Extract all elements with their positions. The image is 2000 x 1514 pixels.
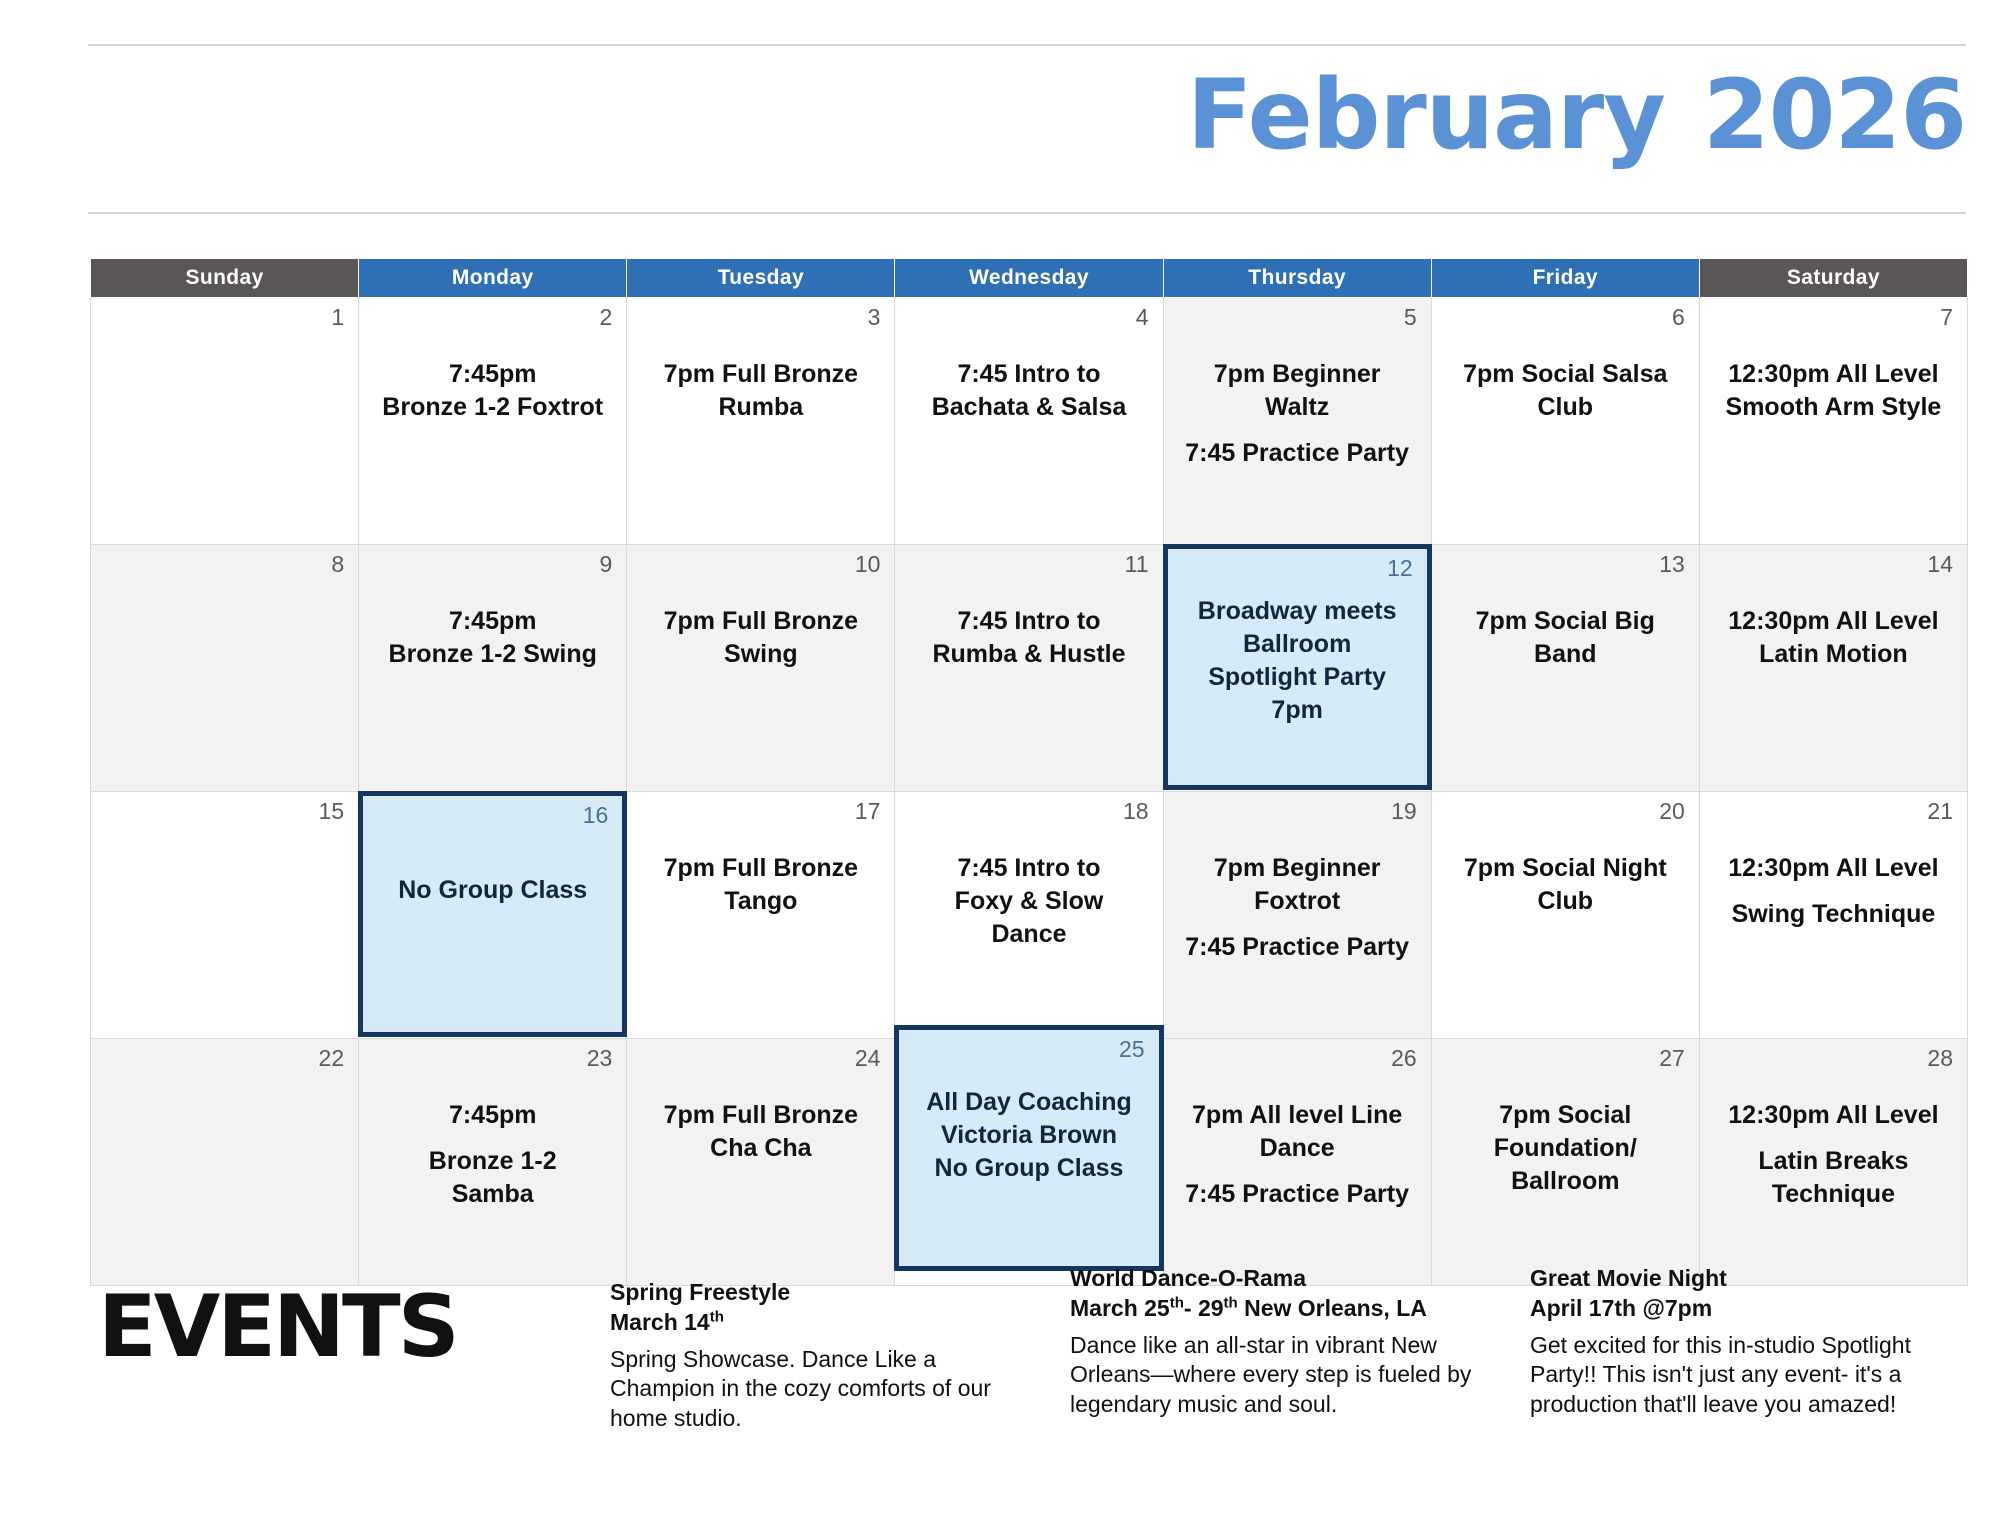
- event-line: 7:45pm: [448, 607, 537, 635]
- event-line: Broadway meets: [1197, 597, 1397, 625]
- calendar-day-12: [1163, 545, 1431, 792]
- event-description: Dance like an all-star in vibrant New Orleans—where every step is fueled by legendary music and soul.: [1070, 1331, 1472, 1417]
- calendar-day-11: [895, 545, 1163, 792]
- event-line: 7pm All level Line: [1192, 1101, 1403, 1129]
- day-cell-inner: [1700, 545, 1967, 791]
- event-line: 7pm Full Bronze: [663, 854, 859, 882]
- day-number: 3: [867, 304, 881, 330]
- day-events: [1714, 1099, 1953, 1211]
- calendar-day-3: [627, 298, 895, 545]
- calendar-day-26: [1163, 1039, 1431, 1286]
- title-divider: [88, 212, 1966, 214]
- calendar-day-17: [627, 792, 895, 1039]
- event-line: Club: [1537, 887, 1594, 915]
- day-number: 4: [1135, 304, 1149, 330]
- day-cell-inner: [895, 792, 1162, 1038]
- event-line: Bronze 1-2: [428, 1147, 557, 1175]
- event-spacer: [1182, 1165, 1413, 1178]
- day-cell-inner: [1700, 1039, 1967, 1285]
- day-cell-inner: [1164, 792, 1431, 1038]
- day-cell-inner: [895, 298, 1162, 544]
- day-cell-inner: [1432, 545, 1699, 791]
- day-events: [1178, 1099, 1417, 1211]
- day-cell-inner: [359, 1039, 626, 1285]
- day-cell-inner: [627, 298, 894, 544]
- event-title: Great Movie Night: [1530, 1265, 1727, 1291]
- day-cell-inner: [359, 298, 626, 544]
- day-number: 19: [1391, 798, 1417, 824]
- calendar-day-8: [91, 545, 359, 792]
- day-events: [377, 874, 608, 907]
- day-events: [1182, 595, 1413, 727]
- calendar-day-19: [1163, 792, 1431, 1039]
- day-number: 11: [1124, 551, 1149, 577]
- calendar-day-25: [895, 1036, 1163, 1286]
- event-line: 7pm Full Bronze: [663, 1101, 859, 1129]
- event-item-spring-freestyle: [610, 1277, 1040, 1433]
- day-cell-inner: [894, 1025, 1163, 1271]
- day-events: [1178, 358, 1417, 470]
- day-cell-inner: [358, 791, 627, 1037]
- event-line: 7:45 Intro to: [957, 607, 1101, 635]
- calendar-day-14: [1699, 545, 1967, 792]
- event-line: Technique: [1771, 1180, 1895, 1208]
- day-events: [1178, 852, 1417, 964]
- day-number: 1: [331, 304, 345, 330]
- calendar-day-7: [1699, 298, 1967, 545]
- event-line: 12:30pm All Level: [1728, 854, 1939, 882]
- event-line: Bronze 1-2 Swing: [388, 640, 597, 668]
- event-description: Get excited for this in-studio Spotlight Party!! This isn't just any event- it's a production that'll leave you amazed!: [1530, 1331, 1911, 1417]
- day-number: 16: [582, 802, 609, 828]
- calendar-day-28: [1699, 1039, 1967, 1286]
- day-number: 17: [854, 798, 881, 824]
- day-number: 22: [318, 1045, 345, 1071]
- event-line: Victoria Brown: [941, 1121, 1117, 1149]
- event-line: 7pm Social Salsa: [1463, 360, 1668, 388]
- day-events: [641, 358, 880, 424]
- day-events: [373, 605, 612, 671]
- event-line: Dance: [1259, 1134, 1335, 1162]
- calendar-week-row: [91, 792, 1968, 1039]
- event-line: Foundation/: [1493, 1134, 1637, 1162]
- event-spacer: [377, 1132, 608, 1145]
- day-events: [909, 358, 1148, 424]
- event-line: Dance: [991, 920, 1067, 948]
- day-cell-inner: [1700, 298, 1967, 544]
- event-line: Rumba: [718, 393, 804, 421]
- day-cell-inner: [1164, 298, 1431, 544]
- event-line: No Group Class: [398, 876, 588, 904]
- event-line: 7pm Social Night: [1463, 854, 1667, 882]
- event-line: 7:45 Intro to: [957, 854, 1101, 882]
- page-title: [88, 60, 1966, 200]
- calendar-body: [91, 298, 1968, 1286]
- event-title: Spring Freestyle: [610, 1279, 791, 1305]
- event-line: 7:45pm: [448, 360, 537, 388]
- calendar-day-6: [1431, 298, 1699, 545]
- day-number: 8: [331, 551, 345, 577]
- event-line: 12:30pm All Level: [1728, 360, 1939, 388]
- dayname-monday: Monday: [359, 259, 627, 298]
- event-line: Bronze 1-2 Foxtrot: [382, 393, 604, 421]
- top-divider: [88, 44, 1966, 46]
- event-line: 7:45 Practice Party: [1185, 439, 1410, 467]
- day-events: [909, 852, 1148, 951]
- day-number: 7: [1940, 304, 1953, 330]
- calendar-day-13: [1431, 545, 1699, 792]
- event-line: Club: [1537, 393, 1594, 421]
- event-line: 7pm Beginner: [1213, 854, 1381, 882]
- events-section: [90, 1255, 1970, 1475]
- event-line: Swing: [724, 640, 798, 668]
- events-heading: EVENTS: [98, 1277, 457, 1377]
- day-cell-inner: [91, 298, 358, 544]
- day-cell-inner: [1700, 792, 1967, 1038]
- calendar-day-2: [359, 298, 627, 545]
- event-spacer: [1718, 885, 1949, 898]
- day-events: [913, 1086, 1144, 1185]
- day-cell-inner: [1432, 1039, 1699, 1285]
- day-events: [373, 1099, 612, 1211]
- day-number: 23: [586, 1045, 613, 1071]
- calendar-week-row: [91, 545, 1968, 792]
- day-number: 6: [1672, 304, 1685, 330]
- day-events: [373, 358, 612, 424]
- day-number: 28: [1927, 1045, 1953, 1071]
- day-cell-inner: [359, 545, 626, 791]
- event-line: 7pm Full Bronze: [663, 360, 859, 388]
- event-spacer: [1718, 1132, 1949, 1145]
- event-item-great-movie-night: [1530, 1263, 1970, 1419]
- event-line: 7pm Beginner: [1213, 360, 1381, 388]
- event-spacer: [1182, 424, 1413, 437]
- event-line: Tango: [724, 887, 798, 915]
- day-cell-inner: [895, 545, 1162, 791]
- event-line: 7pm Social: [1499, 1101, 1632, 1129]
- event-line: Foxy & Slow: [954, 887, 1104, 915]
- dayname-tuesday: Tuesday: [627, 259, 895, 298]
- event-line: Bachata & Salsa: [931, 393, 1127, 421]
- calendar-day-18: [895, 792, 1163, 1039]
- event-line: Spotlight Party: [1208, 663, 1387, 691]
- day-number: 2: [599, 304, 613, 330]
- event-line: Samba: [451, 1180, 534, 1208]
- event-line: 7pm: [1271, 696, 1323, 724]
- dayname-friday: Friday: [1431, 259, 1699, 298]
- calendar-week-row: [91, 1039, 1968, 1286]
- day-cell-inner: [1432, 792, 1699, 1038]
- day-number: 5: [1403, 304, 1417, 330]
- day-events: [641, 852, 880, 918]
- day-events: [641, 605, 880, 671]
- calendar-day-21: [1699, 792, 1967, 1039]
- day-cell-inner: [1164, 1039, 1431, 1285]
- day-number: 21: [1927, 798, 1953, 824]
- event-date: March 14th: [610, 1308, 724, 1336]
- dayname-thursday: Thursday: [1163, 259, 1431, 298]
- day-number: 14: [1927, 551, 1953, 577]
- calendar-day-10: [627, 545, 895, 792]
- event-line: 7:45 Practice Party: [1185, 1180, 1410, 1208]
- calendar-day-4: [895, 298, 1163, 545]
- day-events: [909, 605, 1148, 671]
- day-cell-inner: [627, 545, 894, 791]
- event-line: All Day Coaching: [926, 1088, 1132, 1116]
- day-number: 25: [1118, 1036, 1145, 1062]
- event-line: Latin Motion: [1759, 640, 1908, 668]
- calendar-grid: [90, 258, 1968, 1286]
- calendar-day-27: [1431, 1039, 1699, 1286]
- day-events: [1446, 358, 1685, 424]
- event-description: Spring Showcase. Dance Like a Champion in the cozy comforts of our home studio.: [610, 1345, 991, 1431]
- event-line: Cha Cha: [710, 1134, 812, 1162]
- day-number: 27: [1659, 1045, 1685, 1071]
- event-line: Waltz: [1264, 393, 1330, 421]
- calendar-header-row: [91, 259, 1968, 298]
- event-line: Swing Technique: [1731, 900, 1936, 928]
- day-number: 10: [854, 551, 881, 577]
- event-line: 7:45 Intro to: [957, 360, 1101, 388]
- calendar-day-5: [1163, 298, 1431, 545]
- calendar-day-15: [91, 792, 359, 1039]
- event-line: 7pm Social Big: [1475, 607, 1655, 635]
- calendar-day-1: [91, 298, 359, 545]
- day-cell-inner: [627, 1039, 894, 1285]
- dayname-saturday: Saturday: [1699, 259, 1967, 298]
- day-number: 18: [1122, 798, 1149, 824]
- day-cell-inner: [1432, 298, 1699, 544]
- day-number: 20: [1659, 798, 1685, 824]
- event-line: 12:30pm All Level: [1728, 1101, 1939, 1129]
- dayname-wednesday: Wednesday: [895, 259, 1163, 298]
- day-number: 15: [318, 798, 345, 824]
- day-number: 24: [854, 1045, 881, 1071]
- calendar-year: 2026: [1702, 59, 1966, 171]
- day-events: [641, 1099, 880, 1165]
- calendar-day-22: [91, 1039, 359, 1286]
- event-item-world-dance-o-rama: [1070, 1263, 1490, 1419]
- day-cell-inner: [627, 792, 894, 1038]
- day-number: 9: [599, 551, 613, 577]
- event-line: Ballroom: [1511, 1167, 1620, 1195]
- day-events: [1446, 1099, 1685, 1198]
- day-events: [1446, 852, 1685, 918]
- day-events: [1446, 605, 1685, 671]
- day-number: 12: [1387, 555, 1413, 581]
- day-events: [1714, 358, 1953, 424]
- event-line: 12:30pm All Level: [1728, 607, 1939, 635]
- event-spacer: [1182, 918, 1413, 931]
- day-events: [1714, 852, 1953, 931]
- dayname-sunday: Sunday: [91, 259, 359, 298]
- event-line: 7:45 Practice Party: [1185, 933, 1410, 961]
- day-number: 26: [1391, 1045, 1417, 1071]
- calendar-day-24: [627, 1039, 895, 1286]
- day-events: [1714, 605, 1953, 671]
- event-line: Foxtrot: [1254, 887, 1341, 915]
- calendar-month: February: [1186, 59, 1665, 171]
- day-number: 13: [1659, 551, 1685, 577]
- calendar-day-9: [359, 545, 627, 792]
- event-line: Smooth Arm Style: [1725, 393, 1942, 421]
- event-line: Latin Breaks: [1758, 1147, 1909, 1175]
- event-date: April 17th @7pm: [1530, 1295, 1713, 1322]
- event-line: 7pm Full Bronze: [663, 607, 859, 635]
- event-line: Rumba & Hustle: [932, 640, 1126, 668]
- calendar-day-23: [359, 1039, 627, 1286]
- event-line: 7:45pm: [448, 1101, 537, 1129]
- day-cell-inner: [1163, 544, 1432, 790]
- calendar-day-20: [1431, 792, 1699, 1039]
- event-date: March 25th- 29th New Orleans, LA: [1070, 1294, 1427, 1322]
- day-cell-inner: [91, 545, 358, 791]
- day-cell-inner: [91, 792, 358, 1038]
- day-cell-inner: [91, 1039, 358, 1285]
- event-title: World Dance-O-Rama: [1070, 1265, 1307, 1291]
- event-line: Band: [1534, 640, 1597, 668]
- calendar-day-16: [359, 792, 627, 1039]
- calendar-week-row: [91, 298, 1968, 545]
- event-line: No Group Class: [934, 1154, 1124, 1182]
- event-line: Ballroom: [1242, 630, 1352, 658]
